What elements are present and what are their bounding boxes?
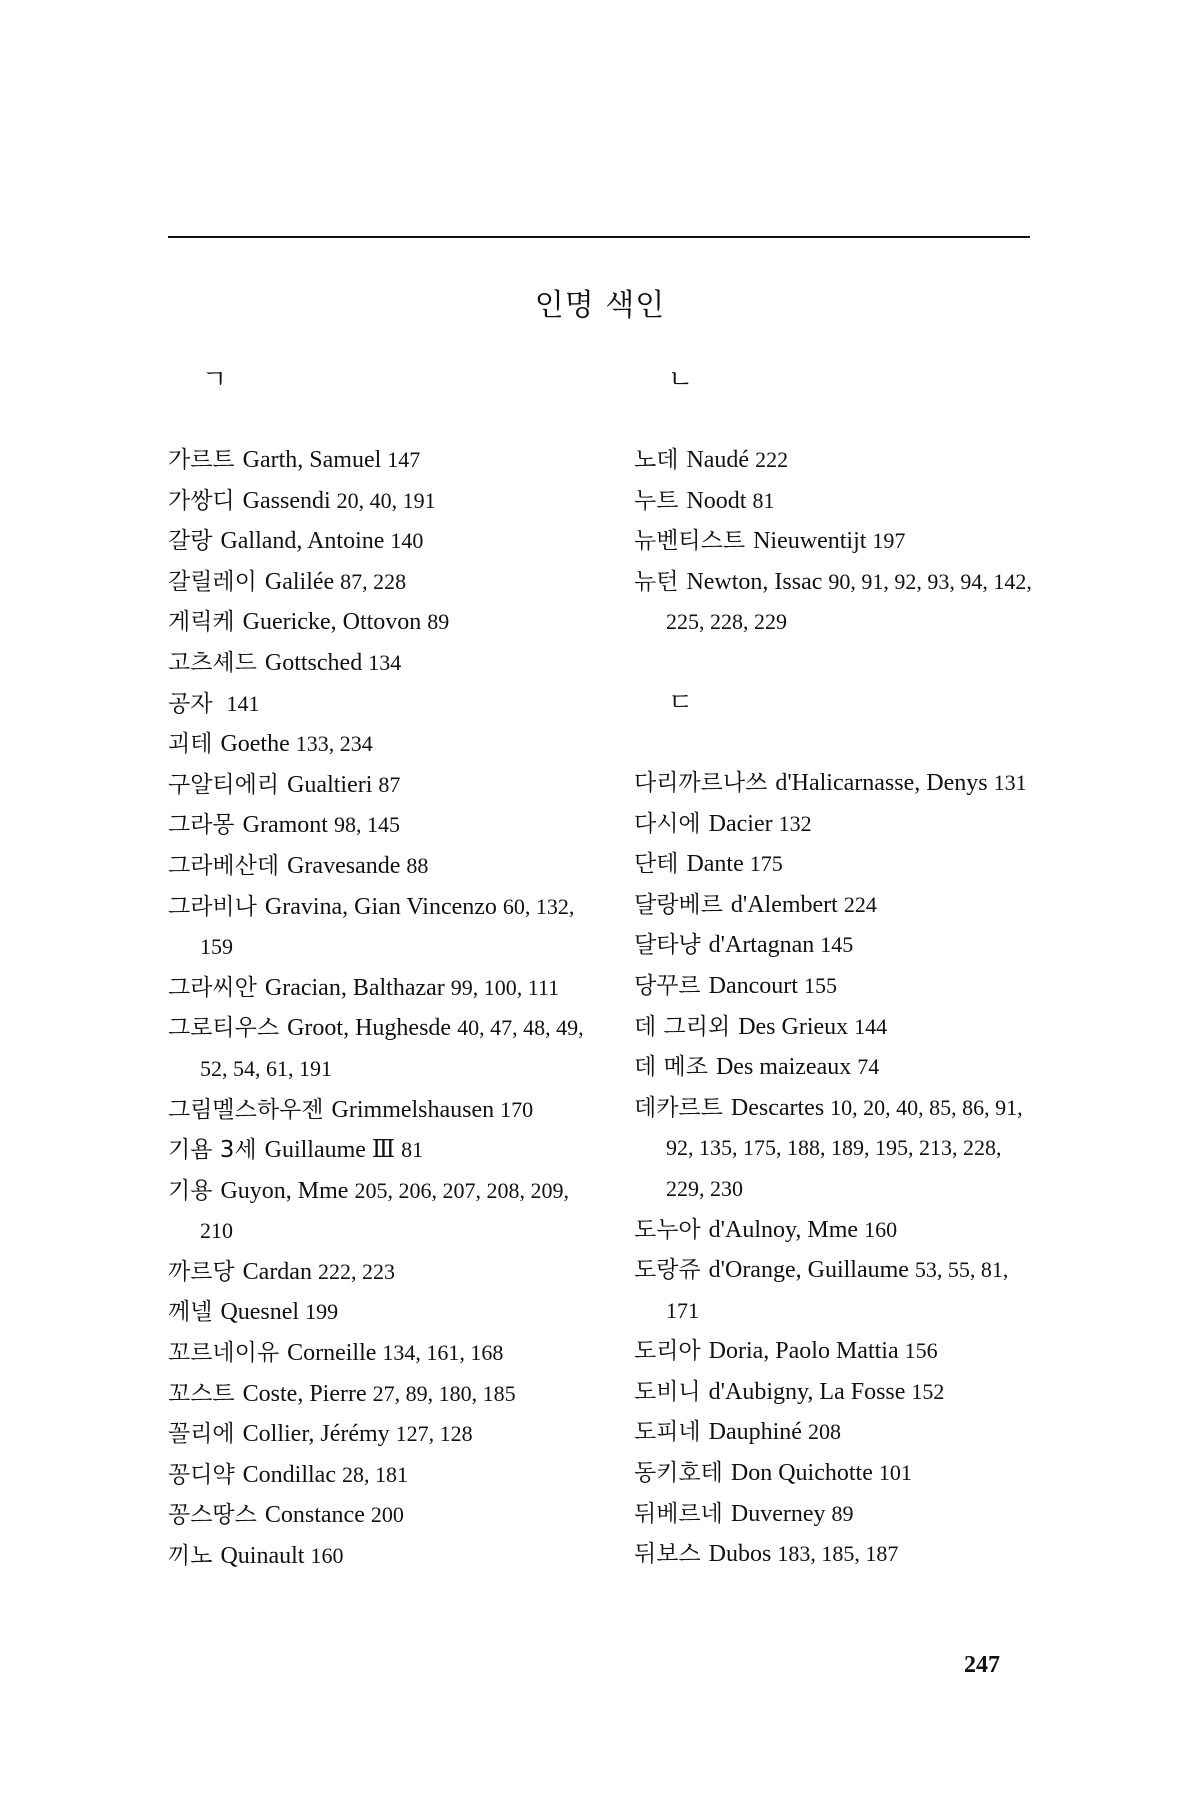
index-entry bbox=[168, 1292, 588, 1333]
entry-korean-name: 다시에 bbox=[634, 810, 701, 837]
entry-original-name: Quesnel bbox=[220, 1299, 300, 1326]
entry-page-numbers: 197 bbox=[872, 528, 906, 554]
entry-original-name: Quinault bbox=[220, 1543, 305, 1570]
entry-korean-name: 까르당 bbox=[168, 1258, 235, 1285]
entry-korean-name: 그라베산데 bbox=[168, 852, 280, 879]
entry-page-numbers: 183, 185, 187 bbox=[777, 1541, 899, 1567]
index-entry bbox=[168, 1414, 588, 1455]
index-entry bbox=[634, 481, 1042, 522]
entry-korean-name: 공자 bbox=[168, 690, 213, 717]
section-heading: ㄴ bbox=[668, 365, 694, 395]
index-entry bbox=[634, 925, 1042, 966]
index-entry bbox=[168, 1455, 588, 1496]
entry-page-numbers: 28, 181 bbox=[341, 1461, 408, 1487]
entry-original-name: Don Quichotte bbox=[730, 1460, 873, 1487]
entry-korean-name: 갈릴레이 bbox=[168, 568, 257, 595]
index-entry bbox=[634, 1494, 1042, 1535]
entry-original-name: Gottsched bbox=[264, 649, 363, 676]
entry-original-name: Dancourt bbox=[708, 972, 798, 999]
entry-original-name: Garth, Samuel bbox=[242, 447, 382, 473]
entry-korean-name: 뉴벤티스트 bbox=[634, 528, 746, 555]
entry-original-name: Dauphiné bbox=[708, 1419, 802, 1446]
index-entry bbox=[634, 1534, 1042, 1575]
index-entry bbox=[634, 521, 1042, 562]
index-entry bbox=[168, 1252, 588, 1293]
index-entry bbox=[168, 684, 588, 725]
entry-korean-name: 꼴리에 bbox=[168, 1421, 235, 1448]
top-rule bbox=[168, 236, 1030, 238]
entry-page-numbers: 147 bbox=[387, 447, 421, 472]
entry-original-name: Coste, Pierre bbox=[242, 1380, 367, 1407]
entry-korean-name: 달랑베르 bbox=[634, 891, 723, 918]
entry-original-name: Groot, Hughesde bbox=[287, 1015, 452, 1042]
index-entry bbox=[634, 1210, 1042, 1251]
entry-korean-name: 단테 bbox=[634, 851, 679, 878]
entry-korean-name: 도랑쥬 bbox=[634, 1257, 701, 1284]
entry-page-numbers: 208 bbox=[807, 1419, 841, 1445]
entry-korean-name: 누트 bbox=[634, 487, 679, 514]
entry-korean-name: 도누아 bbox=[634, 1216, 701, 1243]
entry-original-name: Duverney bbox=[730, 1500, 826, 1527]
index-entry bbox=[168, 1008, 588, 1089]
index-entry bbox=[634, 1412, 1042, 1453]
entry-page-numbers: 222 bbox=[755, 447, 789, 472]
index-entry bbox=[168, 1171, 588, 1252]
entry-original-name: d'Halicarnasse, Denys bbox=[775, 769, 988, 796]
index-entry bbox=[168, 643, 588, 684]
page-title: 인명 색인 bbox=[534, 288, 666, 323]
index-entry bbox=[634, 885, 1042, 926]
entry-original-name: d'Artagnan bbox=[708, 932, 815, 959]
entry-original-name: Cardan bbox=[242, 1258, 312, 1285]
entry-page-numbers: 134 bbox=[368, 649, 402, 675]
entry-original-name: Galilée bbox=[264, 568, 335, 595]
entry-korean-name: 도피네 bbox=[634, 1419, 701, 1446]
entry-korean-name: 도비니 bbox=[634, 1378, 701, 1405]
index-entry bbox=[634, 804, 1042, 845]
left-column bbox=[168, 360, 588, 1577]
entry-original-name: Corneille bbox=[287, 1340, 377, 1367]
right-column bbox=[634, 360, 1042, 1575]
entry-page-numbers: 140 bbox=[390, 528, 424, 554]
entry-original-name: Gassendi bbox=[242, 487, 331, 514]
entry-page-numbers: 170 bbox=[500, 1096, 534, 1122]
entry-page-numbers: 81 bbox=[752, 487, 775, 513]
entry-page-numbers: 101 bbox=[878, 1460, 912, 1486]
index-entry bbox=[168, 765, 588, 806]
entry-korean-name: 뉴턴 bbox=[634, 568, 679, 595]
index-entry bbox=[168, 481, 588, 522]
index-entry bbox=[168, 521, 588, 562]
index-entry bbox=[168, 562, 588, 603]
entry-page-numbers: 156 bbox=[904, 1338, 938, 1364]
entry-korean-name: 뒤보스 bbox=[634, 1541, 701, 1568]
entry-korean-name: 갈랑 bbox=[168, 528, 213, 555]
entry-korean-name: 노데 bbox=[634, 447, 679, 473]
index-entry bbox=[168, 1495, 588, 1536]
entry-korean-name: 꽁스땅스 bbox=[168, 1502, 257, 1529]
entry-page-numbers: 160 bbox=[310, 1543, 344, 1569]
section-heading: ㄷ bbox=[668, 687, 694, 718]
section-heading: ㄱ bbox=[202, 365, 228, 395]
index-entry bbox=[634, 1088, 1042, 1210]
entry-page-numbers: 224 bbox=[843, 891, 877, 917]
index-entry bbox=[634, 1007, 1042, 1048]
entry-original-name: Gramont bbox=[242, 812, 328, 839]
entry-original-name: Gualtieri bbox=[287, 771, 373, 798]
entry-korean-name: 데카르트 bbox=[634, 1094, 723, 1121]
entry-original-name: d'Alembert bbox=[730, 891, 838, 918]
entry-original-name: Guyon, Mme bbox=[220, 1177, 349, 1204]
entry-original-name: Des maizeaux bbox=[715, 1054, 852, 1081]
entry-korean-name: 그라몽 bbox=[168, 812, 235, 839]
entry-original-name: Nieuwentijt bbox=[753, 528, 867, 555]
index-entry bbox=[634, 1331, 1042, 1372]
entry-original-name: Condillac bbox=[242, 1461, 336, 1488]
entry-original-name: d'Aulnoy, Mme bbox=[708, 1216, 859, 1243]
index-entry bbox=[168, 1130, 588, 1171]
entry-korean-name: 게릭케 bbox=[168, 609, 235, 636]
entry-korean-name: 데 메조 bbox=[634, 1054, 708, 1081]
index-entry bbox=[634, 1047, 1042, 1088]
entry-korean-name: 그라비나 bbox=[168, 893, 257, 920]
entry-page-numbers: 89 bbox=[427, 609, 450, 635]
entry-korean-name: 당꾸르 bbox=[634, 972, 701, 999]
entry-korean-name: 가쌍디 bbox=[168, 487, 235, 514]
entry-korean-name: 그라씨안 bbox=[168, 974, 257, 1001]
entry-page-numbers: 81 bbox=[401, 1137, 424, 1163]
entry-page-numbers: 27, 89, 180, 185 bbox=[372, 1380, 516, 1406]
entry-korean-name: 그로티우스 bbox=[168, 1015, 280, 1042]
entry-korean-name: 뒤베르네 bbox=[634, 1500, 723, 1527]
entry-original-name: Gravesande bbox=[287, 852, 401, 879]
entry-korean-name: 도리아 bbox=[634, 1338, 701, 1365]
entry-page-numbers: 155 bbox=[803, 972, 837, 998]
entry-original-name: Goethe bbox=[220, 731, 290, 758]
entry-original-name: Collier, Jérémy bbox=[242, 1421, 390, 1448]
entry-original-name: Des Grieux bbox=[738, 1013, 849, 1040]
entry-korean-name: 괴테 bbox=[168, 731, 213, 758]
entry-page-numbers: 160 bbox=[864, 1216, 898, 1242]
entry-page-numbers: 144 bbox=[854, 1013, 888, 1039]
entry-page-numbers: 127, 128 bbox=[395, 1421, 473, 1447]
index-entry bbox=[168, 602, 588, 643]
entry-korean-name: 기욤 3세 bbox=[168, 1137, 257, 1164]
entry-korean-name: 구알티에리 bbox=[168, 771, 280, 798]
entry-page-numbers: 87 bbox=[378, 771, 401, 797]
entry-korean-name: 달타냥 bbox=[634, 932, 701, 959]
index-entry bbox=[634, 1372, 1042, 1413]
entry-page-numbers: 222, 223 bbox=[317, 1258, 395, 1284]
entry-original-name: Galland, Antoine bbox=[220, 528, 385, 555]
index-entry bbox=[168, 440, 588, 481]
entry-page-numbers: 205, 206, 207, 208, 209, 210 bbox=[200, 1177, 569, 1244]
entry-page-numbers: 152 bbox=[911, 1378, 945, 1404]
entry-original-name: d'Aubigny, La Fosse bbox=[708, 1378, 906, 1405]
index-entry bbox=[168, 1374, 588, 1415]
entry-page-numbers: 88 bbox=[406, 852, 429, 878]
entry-original-name: Doria, Paolo Mattia bbox=[708, 1338, 899, 1365]
index-entry bbox=[634, 1250, 1042, 1331]
entry-page-numbers: 98, 145 bbox=[333, 812, 400, 838]
entry-page-numbers: 145 bbox=[820, 932, 854, 958]
entry-korean-name: 꼬르네이유 bbox=[168, 1340, 280, 1367]
entry-page-numbers: 89 bbox=[831, 1500, 854, 1526]
index-entry bbox=[634, 844, 1042, 885]
index-entry bbox=[168, 1536, 588, 1577]
index-entry bbox=[634, 966, 1042, 1007]
entry-original-name: d'Orange, Guillaume bbox=[708, 1257, 909, 1284]
entry-page-numbers: 133, 234 bbox=[295, 731, 373, 757]
entry-page-numbers: 199 bbox=[305, 1299, 339, 1325]
entry-original-name: Naudé bbox=[686, 447, 750, 473]
entry-page-numbers: 141 bbox=[226, 690, 260, 716]
entry-page-numbers: 10, 20, 40, 85, 86, 91, 92, 135, 175, 188, 189, 195, 213, 228, 229, 230 bbox=[666, 1094, 1023, 1201]
entry-original-name: Gravina, Gian Vincenzo bbox=[264, 893, 497, 920]
entry-korean-name: 그림멜스하우젠 bbox=[168, 1096, 324, 1123]
entry-korean-name: 끼노 bbox=[168, 1543, 213, 1570]
index-entry bbox=[634, 562, 1042, 643]
entry-korean-name: 께넬 bbox=[168, 1299, 213, 1326]
index-entry bbox=[168, 805, 588, 846]
entry-page-numbers: 60, 132, 159 bbox=[200, 893, 575, 960]
entry-original-name: Gracian, Balthazar bbox=[264, 974, 445, 1001]
index-entry bbox=[168, 968, 588, 1009]
entry-original-name: Grimmelshausen bbox=[331, 1096, 495, 1123]
entry-korean-name: 동키호테 bbox=[634, 1460, 723, 1487]
entry-page-numbers: 99, 100, 111 bbox=[450, 974, 560, 1000]
entry-page-numbers: 175 bbox=[749, 851, 783, 877]
entry-page-numbers: 134, 161, 168 bbox=[382, 1340, 504, 1366]
index-entry bbox=[168, 1090, 588, 1131]
entry-page-numbers: 90, 91, 92, 93, 94, 142, 225, 228, 229 bbox=[666, 568, 1032, 635]
entry-original-name: Guillaume Ⅲ bbox=[264, 1137, 396, 1164]
entry-page-numbers: 132 bbox=[778, 810, 812, 836]
entry-page-numbers: 53, 55, 81, 171 bbox=[666, 1257, 1009, 1323]
entry-original-name: Newton, Issac bbox=[686, 568, 823, 595]
entry-korean-name: 기용 bbox=[168, 1177, 213, 1204]
entry-page-numbers: 20, 40, 191 bbox=[336, 487, 436, 513]
entry-korean-name: 고츠셰드 bbox=[168, 649, 257, 676]
entry-korean-name: 데 그리외 bbox=[634, 1013, 731, 1040]
entry-page-numbers: 131 bbox=[993, 769, 1027, 795]
entry-page-numbers: 74 bbox=[857, 1054, 880, 1080]
entry-original-name: Guericke, Ottovon bbox=[242, 609, 422, 636]
entry-korean-name: 다리까르나쓰 bbox=[634, 769, 768, 796]
index-entry bbox=[168, 724, 588, 765]
entry-page-numbers: 87, 228 bbox=[340, 568, 407, 594]
entry-korean-name: 꽁디약 bbox=[168, 1461, 235, 1488]
page-number: 247 bbox=[964, 1652, 1000, 1678]
index-entry bbox=[168, 846, 588, 887]
entry-page-numbers: 40, 47, 48, 49, 52, 54, 61, 191 bbox=[200, 1015, 584, 1081]
index-entry bbox=[168, 887, 588, 968]
index-entry bbox=[634, 763, 1042, 804]
entry-original-name: Constance bbox=[264, 1502, 365, 1529]
index-entry bbox=[634, 1453, 1042, 1494]
entry-page-numbers: 200 bbox=[370, 1502, 404, 1528]
entry-original-name: Noodt bbox=[686, 487, 747, 514]
entry-original-name: Dacier bbox=[708, 810, 773, 837]
entry-original-name: Dubos bbox=[708, 1541, 772, 1568]
entry-original-name: Dante bbox=[686, 851, 744, 878]
index-entry bbox=[634, 440, 1042, 481]
index-entry bbox=[168, 1333, 588, 1374]
entry-original-name: Descartes bbox=[730, 1094, 825, 1121]
entry-korean-name: 꼬스트 bbox=[168, 1380, 235, 1407]
entry-korean-name: 가르트 bbox=[168, 447, 235, 473]
